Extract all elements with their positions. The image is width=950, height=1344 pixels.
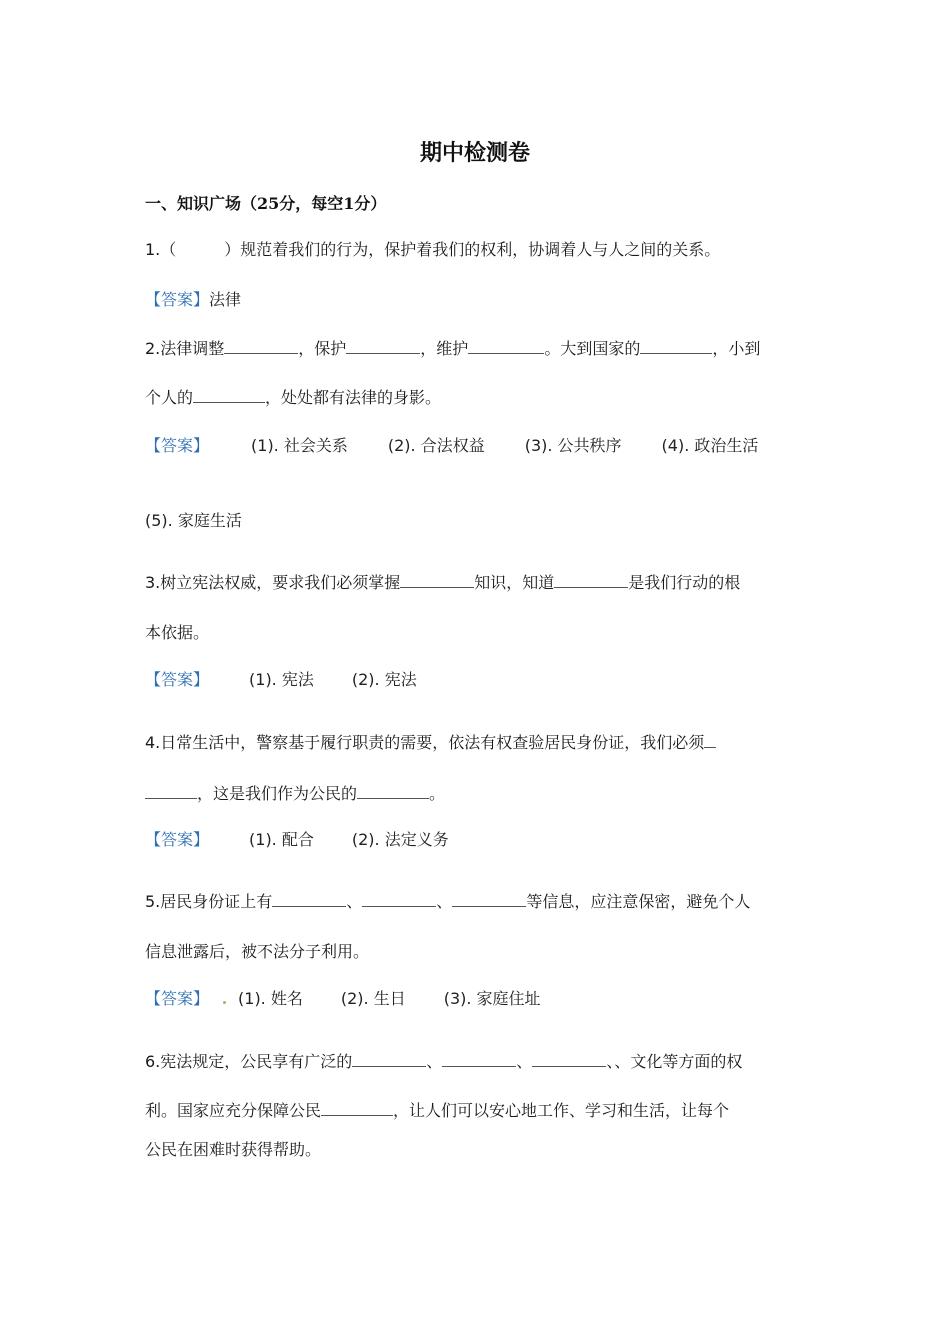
question-6-line-2: 利。国家应充分保障公民 ，让人们可以安心地工作、学习和生活，让每个: [145, 1101, 730, 1120]
blank: [357, 782, 429, 799]
blank: [640, 337, 712, 354]
blank: [145, 782, 197, 799]
question-6-line-3: 公民在困难时获得帮助。: [145, 1140, 322, 1159]
question-2-line-2: 个人的 ，处处都有法律的身影。: [145, 388, 442, 407]
question-6-line-1: 6.宪法规定，公民享有广泛的 、 、 、、文化等方面的权: [145, 1052, 743, 1071]
question-5-line-1: 5.居民身份证上有 、 、 等信息，应注意保密，避免个人: [145, 892, 751, 911]
question-3-line-2: 本依据。: [145, 623, 210, 642]
mark-dot: [223, 1001, 226, 1004]
answer-1: 【答案】法律: [145, 290, 242, 309]
question-4-line-1: 4.日常生活中，警察基于履行职责的需要，依法有权查验居民身份证，我们必须: [145, 731, 716, 755]
answer-4: 【答案】 (1). 配合 (2). 法定义务: [145, 830, 449, 849]
blank: [554, 571, 628, 588]
blank: [532, 1050, 606, 1067]
section-heading: 一、知识广场（25分，每空1分）: [145, 194, 387, 213]
answer-label: 【答案】: [145, 830, 210, 849]
answer-3: 【答案】 (1). 宪法 (2). 宪法: [145, 670, 417, 689]
answer-label: 【答案】: [145, 290, 210, 309]
blank: [400, 571, 474, 588]
answer-5: 【答案】 (1). 姓名 (2). 生日 (3). 家庭住址: [145, 989, 541, 1008]
question-5-line-2: 信息泄露后，被不法分子利用。: [145, 942, 370, 961]
blank: [224, 337, 298, 354]
answer-label: 【答案】: [145, 436, 210, 455]
blank: [704, 731, 716, 748]
blank: [362, 890, 436, 907]
answer-2-cont: (5). 家庭生活: [145, 511, 242, 530]
question-1: 1.（ ）规范着我们的行为，保护着我们的权利，协调着人与人之间的关系。: [145, 240, 721, 259]
blank: [193, 386, 265, 403]
blank: [272, 890, 346, 907]
question-2-line-1: 2.法律调整 ，保护 ，维护 。大到国家的 ，小到: [145, 339, 761, 358]
blank: [321, 1099, 393, 1116]
blank: [346, 337, 420, 354]
question-4-line-2: ，这是我们作为公民的 。: [145, 782, 445, 806]
answer-label: 【答案】: [145, 989, 210, 1008]
question-3-line-1: 3.树立宪法权威，要求我们必须掌握 知识，知道 是我们行动的根: [145, 573, 741, 592]
blank: [352, 1050, 426, 1067]
blank: [452, 890, 526, 907]
answer-label: 【答案】: [145, 670, 210, 689]
page-title: 期中检测卷: [419, 140, 530, 166]
answer-2: 【答案】 (1). 社会关系 (2). 合法权益 (3). 公共秩序 (4). 政治生活: [145, 436, 759, 455]
blank: [442, 1050, 516, 1067]
blank: [468, 337, 544, 354]
